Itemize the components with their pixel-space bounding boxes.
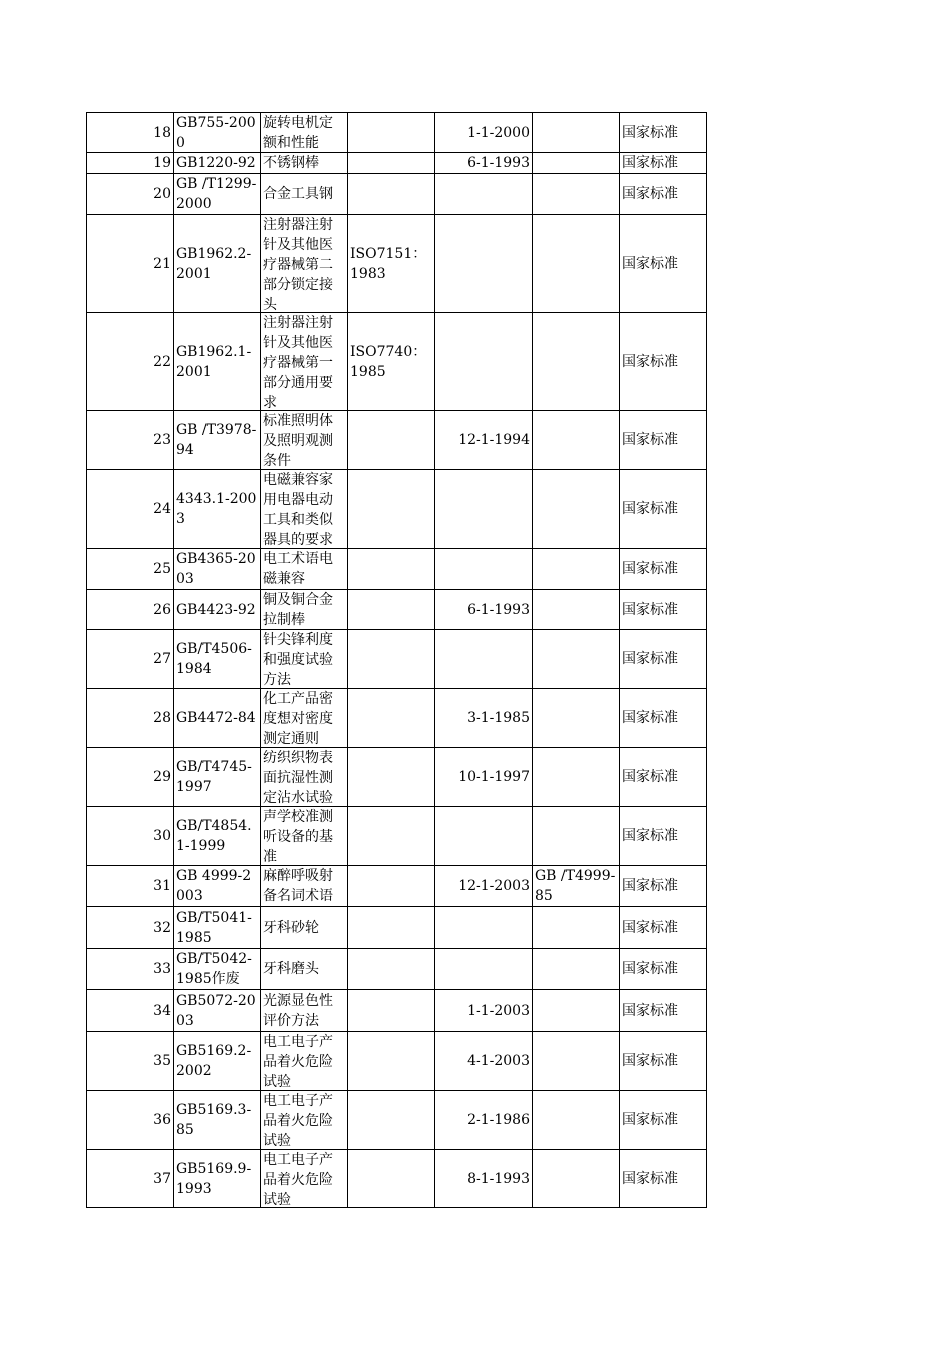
standard-type-cell[interactable] — [620, 990, 707, 1032]
standard-name-cell[interactable] — [261, 470, 348, 549]
table-row — [87, 1032, 707, 1091]
international-standard-cell[interactable] — [348, 153, 435, 174]
effective-date-text: 10-1-1997 — [458, 769, 530, 785]
row-number-cell[interactable] — [87, 549, 174, 590]
replaced-standard-cell[interactable] — [533, 153, 620, 174]
table-row — [87, 113, 707, 153]
row-number-cell[interactable] — [87, 411, 174, 470]
table-row — [87, 590, 707, 630]
row-number-text: 27 — [153, 651, 171, 667]
standard-code-text: GB5072-2003 — [176, 992, 256, 1029]
standard-type-text: 国家标准 — [622, 601, 678, 618]
standard-name-cell[interactable] — [261, 1150, 348, 1208]
standard-code-text: GB/T5041-1985 — [176, 909, 252, 946]
standard-type-cell[interactable] — [620, 174, 707, 215]
standard-code-text: GB 4999-2003 — [176, 868, 252, 904]
row-number-text: 32 — [153, 919, 171, 936]
standard-name-text: 合金工具钢 — [263, 186, 333, 202]
international-standard-cell[interactable] — [348, 907, 435, 949]
effective-date-cell[interactable] — [435, 174, 533, 215]
replaced-standard-cell[interactable] — [533, 748, 620, 807]
standard-type-text: 国家标准 — [622, 353, 678, 370]
replaced-standard-cell[interactable] — [533, 590, 620, 630]
standard-code-text: GB1220-92 — [176, 155, 256, 171]
row-number-cell[interactable] — [87, 907, 174, 949]
standard-type-cell[interactable] — [620, 748, 707, 807]
standard-name-cell[interactable] — [261, 949, 348, 990]
effective-date-text: 6-1-1993 — [467, 601, 530, 618]
row-number-cell[interactable] — [87, 215, 174, 313]
row-number-text: 23 — [153, 432, 171, 448]
standard-name-cell[interactable] — [261, 174, 348, 215]
row-number-text: 22 — [153, 353, 171, 370]
standard-name-text: 电工电子产品着火危险试验 — [263, 1034, 333, 1090]
standard-code-cell[interactable] — [174, 549, 261, 590]
row-number-cell[interactable] — [87, 1032, 174, 1091]
standard-name-text: 牙科砂轮 — [263, 919, 319, 936]
standard-type-text: 国家标准 — [622, 1170, 678, 1187]
effective-date-cell[interactable] — [435, 411, 533, 470]
standard-type-cell[interactable] — [620, 630, 707, 689]
effective-date-cell[interactable] — [435, 990, 533, 1032]
effective-date-cell[interactable] — [435, 748, 533, 807]
international-standard-cell[interactable] — [348, 630, 435, 689]
standard-type-text: 国家标准 — [622, 432, 678, 448]
standard-type-cell[interactable] — [620, 470, 707, 549]
international-standard-cell[interactable] — [348, 411, 435, 470]
row-number-text: 30 — [153, 828, 171, 844]
replaced-standard-cell[interactable] — [533, 174, 620, 215]
row-number-text: 20 — [153, 186, 171, 202]
standard-type-cell[interactable] — [620, 411, 707, 470]
effective-date-text: 4-1-2003 — [467, 1053, 530, 1069]
replaced-standard-cell[interactable] — [533, 215, 620, 313]
table-row — [87, 470, 707, 549]
standard-code-cell[interactable] — [174, 174, 261, 215]
row-number-text: 34 — [153, 1002, 171, 1019]
row-number-cell[interactable] — [87, 807, 174, 866]
row-number-cell[interactable] — [87, 949, 174, 990]
standard-code-text: GB/T4745-1997 — [176, 759, 252, 795]
standard-type-cell[interactable] — [620, 590, 707, 630]
replaced-standard-cell[interactable] — [533, 866, 620, 907]
international-standard-cell[interactable] — [348, 113, 435, 153]
standard-name-cell[interactable] — [261, 549, 348, 590]
standard-code-cell[interactable] — [174, 748, 261, 807]
standard-code-text: GB /T3978-94 — [176, 422, 257, 458]
replaced-standard-cell[interactable] — [533, 411, 620, 470]
standard-name-text: 牙科磨头 — [263, 961, 319, 977]
international-standard-cell[interactable] — [348, 590, 435, 630]
standard-code-cell[interactable] — [174, 1032, 261, 1091]
replaced-standard-cell[interactable] — [533, 689, 620, 748]
standard-type-cell[interactable] — [620, 1091, 707, 1150]
standard-code-text: GB/T5042-1985作废 — [176, 951, 252, 987]
standard-type-text: 国家标准 — [622, 155, 678, 171]
standard-name-text: 旋转电机定额和性能 — [263, 115, 333, 151]
standard-code-text: GB5169.3-85 — [176, 1102, 252, 1138]
standard-code-text: GB5169.9-1993 — [176, 1160, 252, 1197]
standard-type-text: 国家标准 — [622, 561, 678, 577]
standard-code-text: GB4472-84 — [176, 710, 256, 726]
effective-date-text: 1-1-2003 — [467, 1002, 530, 1019]
standard-name-cell[interactable] — [261, 907, 348, 949]
replaced-standard-cell[interactable] — [533, 1091, 620, 1150]
standard-name-text: 声学校准测听设备的基准 — [263, 809, 333, 865]
standard-code-cell[interactable] — [174, 949, 261, 990]
effective-date-cell[interactable] — [435, 470, 533, 549]
standard-name-cell[interactable] — [261, 807, 348, 866]
standard-code-cell[interactable] — [174, 1091, 261, 1150]
standard-name-cell[interactable] — [261, 990, 348, 1032]
standard-code-cell[interactable] — [174, 907, 261, 949]
standard-type-cell[interactable] — [620, 113, 707, 153]
replaced-standard-cell[interactable] — [533, 907, 620, 949]
standard-type-cell[interactable] — [620, 313, 707, 411]
effective-date-text: 3-1-1985 — [467, 710, 530, 726]
standard-type-text: 国家标准 — [622, 186, 678, 202]
standards-table-body — [87, 113, 707, 1208]
table-row — [87, 748, 707, 807]
international-standard-text: ISO7740：1985 — [350, 343, 427, 380]
standard-name-cell[interactable] — [261, 113, 348, 153]
standard-code-text: GB /T1299-2000 — [176, 176, 257, 212]
international-standard-cell[interactable] — [348, 689, 435, 748]
row-number-text: 25 — [153, 561, 171, 577]
effective-date-text: 6-1-1993 — [467, 155, 530, 171]
table-row — [87, 907, 707, 949]
effective-date-cell[interactable] — [435, 113, 533, 153]
row-number-cell[interactable] — [87, 689, 174, 748]
row-number-text: 31 — [153, 878, 171, 894]
table-row — [87, 1091, 707, 1150]
international-standard-cell[interactable] — [348, 1032, 435, 1091]
standard-code-cell[interactable] — [174, 866, 261, 907]
standard-type-text: 国家标准 — [622, 1053, 678, 1069]
table-row — [87, 313, 707, 411]
table-row — [87, 807, 707, 866]
standard-name-text: 电磁兼容家用电器电动工具和类似器具的要求 — [263, 472, 333, 548]
standard-name-text: 标准照明体及照明观测条件 — [263, 413, 333, 469]
international-standard-cell[interactable] — [348, 1091, 435, 1150]
row-number-text: 18 — [153, 124, 171, 141]
effective-date-cell[interactable] — [435, 949, 533, 990]
international-standard-cell[interactable] — [348, 215, 435, 313]
effective-date-cell[interactable] — [435, 907, 533, 949]
standard-code-cell[interactable] — [174, 313, 261, 411]
row-number-text: 35 — [153, 1053, 171, 1069]
effective-date-text: 8-1-1993 — [467, 1170, 530, 1187]
effective-date-cell[interactable] — [435, 807, 533, 866]
standard-code-text: GB1962.2-2001 — [176, 245, 252, 282]
standard-name-cell[interactable] — [261, 866, 348, 907]
standard-type-text: 国家标准 — [622, 828, 678, 844]
standard-type-text: 国家标准 — [622, 651, 678, 667]
row-number-cell[interactable] — [87, 866, 174, 907]
standard-name-cell[interactable] — [261, 630, 348, 689]
standard-name-cell[interactable] — [261, 411, 348, 470]
standard-name-text: 注射器注射针及其他医疗器械第二部分锁定接头 — [263, 217, 333, 312]
standard-code-cell[interactable] — [174, 215, 261, 313]
row-number-cell[interactable] — [87, 590, 174, 630]
standards-table — [86, 112, 707, 1208]
row-number-text: 26 — [153, 601, 171, 618]
replaced-standard-cell[interactable] — [533, 1150, 620, 1208]
standard-name-text: 针尖锋利度和强度试验方法 — [263, 632, 333, 688]
table-row — [87, 990, 707, 1032]
effective-date-cell[interactable] — [435, 1032, 533, 1091]
standard-code-text: GB755-2000 — [176, 115, 256, 151]
standard-code-text: GB4365-2003 — [176, 551, 256, 587]
effective-date-cell[interactable] — [435, 590, 533, 630]
standard-type-text: 国家标准 — [622, 919, 678, 936]
standard-code-cell[interactable] — [174, 689, 261, 748]
standard-type-cell[interactable] — [620, 807, 707, 866]
standard-type-cell[interactable] — [620, 215, 707, 313]
standard-type-cell[interactable] — [620, 1032, 707, 1091]
standard-name-cell[interactable] — [261, 748, 348, 807]
international-standard-cell[interactable] — [348, 949, 435, 990]
table-row — [87, 630, 707, 689]
effective-date-cell[interactable] — [435, 549, 533, 590]
standard-name-cell[interactable] — [261, 215, 348, 313]
standard-type-cell[interactable] — [620, 1150, 707, 1208]
effective-date-cell[interactable] — [435, 689, 533, 748]
international-standard-cell[interactable] — [348, 990, 435, 1032]
table-row — [87, 866, 707, 907]
standard-type-text: 国家标准 — [622, 1002, 678, 1019]
standard-name-text: 铜及铜合金拉制棒 — [263, 592, 333, 628]
standard-code-text: GB5169.2-2002 — [176, 1043, 252, 1079]
row-number-cell[interactable] — [87, 748, 174, 807]
standard-code-cell[interactable] — [174, 990, 261, 1032]
replaced-standard-text: GB /T4999-85 — [535, 868, 616, 904]
standard-name-text: 麻醉呼吸射备名词术语 — [263, 868, 333, 904]
standard-code-text: GB4423-92 — [176, 601, 256, 618]
standard-code-cell[interactable] — [174, 807, 261, 866]
effective-date-text: 2-1-1986 — [467, 1112, 530, 1128]
standard-name-cell[interactable] — [261, 1091, 348, 1150]
effective-date-cell[interactable] — [435, 153, 533, 174]
standard-code-text: GB1962.1-2001 — [176, 343, 252, 380]
standard-name-cell[interactable] — [261, 590, 348, 630]
standard-code-cell[interactable] — [174, 470, 261, 549]
row-number-cell[interactable] — [87, 153, 174, 174]
table-row — [87, 1150, 707, 1208]
effective-date-cell[interactable] — [435, 866, 533, 907]
effective-date-cell[interactable] — [435, 215, 533, 313]
standard-type-text: 国家标准 — [622, 124, 678, 141]
standard-type-cell[interactable] — [620, 866, 707, 907]
row-number-cell[interactable] — [87, 313, 174, 411]
standard-type-cell[interactable] — [620, 907, 707, 949]
standard-type-cell[interactable] — [620, 153, 707, 174]
replaced-standard-cell[interactable] — [533, 990, 620, 1032]
standard-name-text: 化工产品密度想对密度测定通则 — [263, 691, 333, 747]
table-row — [87, 549, 707, 590]
standard-code-cell[interactable] — [174, 153, 261, 174]
replaced-standard-cell[interactable] — [533, 949, 620, 990]
row-number-cell[interactable] — [87, 1091, 174, 1150]
standard-type-text: 国家标准 — [622, 769, 678, 785]
standard-type-text: 国家标准 — [622, 878, 678, 894]
standard-type-cell[interactable] — [620, 949, 707, 990]
row-number-text: 37 — [153, 1170, 171, 1187]
standard-name-cell[interactable] — [261, 153, 348, 174]
standard-code-cell[interactable] — [174, 113, 261, 153]
replaced-standard-cell[interactable] — [533, 549, 620, 590]
standard-name-text: 电工电子产品着火危险试验 — [263, 1093, 333, 1149]
row-number-cell[interactable] — [87, 113, 174, 153]
table-row — [87, 689, 707, 748]
row-number-cell[interactable] — [87, 990, 174, 1032]
standard-code-cell[interactable] — [174, 1150, 261, 1208]
table-row — [87, 411, 707, 470]
standard-type-text: 国家标准 — [622, 501, 678, 517]
standard-code-text: GB/T4854.1-1999 — [176, 818, 252, 854]
standard-name-text: 电工术语电磁兼容 — [263, 551, 333, 587]
replaced-standard-cell[interactable] — [533, 470, 620, 549]
row-number-text: 24 — [153, 501, 171, 517]
standard-code-cell[interactable] — [174, 411, 261, 470]
international-standard-cell[interactable] — [348, 748, 435, 807]
international-standard-cell[interactable] — [348, 470, 435, 549]
standard-type-cell[interactable] — [620, 549, 707, 590]
standard-name-text: 电工电子产品着火危险试验 — [263, 1152, 333, 1207]
standard-name-cell[interactable] — [261, 313, 348, 411]
effective-date-text: 1-1-2000 — [467, 124, 530, 141]
standard-name-text: 光源显色性评价方法 — [263, 992, 333, 1029]
effective-date-cell[interactable] — [435, 313, 533, 411]
standard-type-text: 国家标准 — [622, 961, 678, 977]
standard-code-cell[interactable] — [174, 630, 261, 689]
table-row — [87, 174, 707, 215]
replaced-standard-cell[interactable] — [533, 630, 620, 689]
international-standard-text: ISO7151：1983 — [350, 245, 427, 282]
replaced-standard-cell[interactable] — [533, 1032, 620, 1091]
table-row — [87, 949, 707, 990]
row-number-text: 28 — [153, 710, 171, 726]
effective-date-text: 12-1-1994 — [458, 432, 530, 448]
international-standard-cell[interactable] — [348, 807, 435, 866]
standard-name-cell[interactable] — [261, 689, 348, 748]
effective-date-cell[interactable] — [435, 630, 533, 689]
international-standard-cell[interactable] — [348, 313, 435, 411]
international-standard-cell[interactable] — [348, 1150, 435, 1208]
row-number-cell[interactable] — [87, 1150, 174, 1208]
row-number-text: 29 — [153, 769, 171, 785]
standard-name-text: 纺织织物表面抗湿性测定沾水试验 — [263, 750, 333, 806]
effective-date-cell[interactable] — [435, 1091, 533, 1150]
standard-code-text: 4343.1-2003 — [176, 491, 257, 527]
standard-name-cell[interactable] — [261, 1032, 348, 1091]
replaced-standard-cell[interactable] — [533, 807, 620, 866]
international-standard-cell[interactable] — [348, 866, 435, 907]
table-row — [87, 215, 707, 313]
row-number-cell[interactable] — [87, 174, 174, 215]
row-number-text: 21 — [153, 255, 171, 272]
row-number-text: 36 — [153, 1112, 171, 1128]
effective-date-cell[interactable] — [435, 1150, 533, 1208]
table-row — [87, 153, 707, 174]
standard-name-text: 注射器注射针及其他医疗器械第一部分通用要求 — [263, 315, 333, 410]
row-number-cell[interactable] — [87, 470, 174, 549]
standard-type-text: 国家标准 — [622, 255, 678, 272]
international-standard-cell[interactable] — [348, 549, 435, 590]
replaced-standard-cell[interactable] — [533, 313, 620, 411]
row-number-text: 33 — [153, 961, 171, 977]
standard-name-text: 不锈钢棒 — [263, 155, 319, 171]
replaced-standard-cell[interactable] — [533, 113, 620, 153]
standard-type-text: 国家标准 — [622, 1112, 678, 1128]
standard-type-cell[interactable] — [620, 689, 707, 748]
row-number-text: 19 — [153, 155, 171, 171]
international-standard-cell[interactable] — [348, 174, 435, 215]
effective-date-text: 12-1-2003 — [458, 878, 530, 894]
row-number-cell[interactable] — [87, 630, 174, 689]
standard-type-text: 国家标准 — [622, 710, 678, 726]
standard-code-cell[interactable] — [174, 590, 261, 630]
standard-code-text: GB/T4506-1984 — [176, 641, 252, 677]
